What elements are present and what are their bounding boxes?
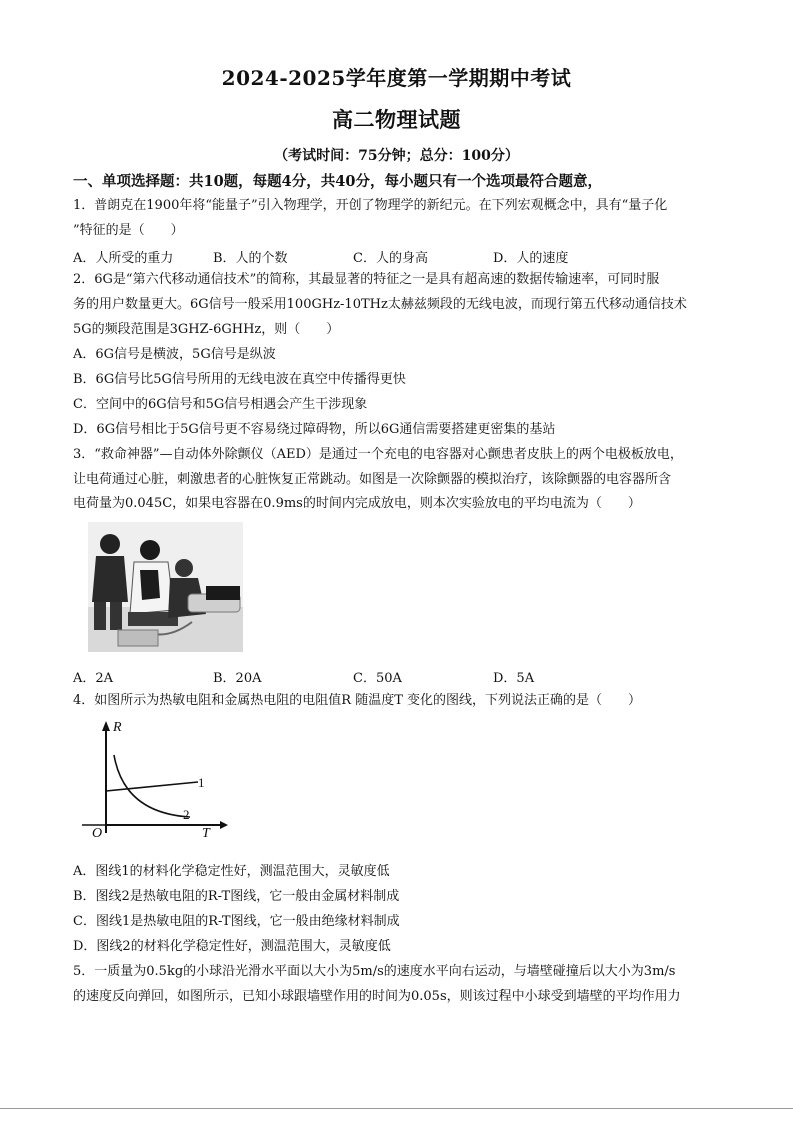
- q2-line: 务的用户数量更大。6G信号一般采用100GHz-10THz太赫兹频段的无线电波，而现行第五代移动通信技术: [73, 297, 687, 312]
- q2-option-a: A．6G信号是横波，5G信号是纵波: [73, 347, 276, 362]
- r-t-graph: [80, 715, 230, 840]
- q1-option-b: B．人的个数: [213, 251, 288, 266]
- q2-option-d: D．6G信号相比于5G信号更不容易绕过障碍物，所以6G通信需要搭建更密集的基站: [73, 422, 556, 437]
- x-axis-arrow: [220, 821, 228, 829]
- q3-line: 电荷量为0.045C，如果电容器在0.9ms的时间内完成放电，则本次实验放电的平均电流为（ ）: [73, 496, 641, 511]
- q1-option-d: D．人的速度: [493, 251, 569, 266]
- aed-training-photo: [88, 522, 243, 652]
- page-bottom-rule: [0, 1108, 793, 1109]
- x-axis-label: T: [202, 826, 210, 840]
- section-heading: 一、单项选择题：共10题，每题4分，共40分，每小题只有一个选项最符合题意，: [73, 173, 602, 190]
- q1-line: 1．普朗克在1900年将“能量子”引入物理学，开创了物理学的新纪元。在下列宏观概念中，具有“量子化: [73, 198, 668, 213]
- q2-option-b: B．6G信号比5G信号所用的无线电波在真空中传播得更快: [73, 372, 406, 387]
- q1-line: ”特征的是（ ）: [73, 223, 184, 238]
- q4-option-a: A．图线1的材料化学稳定性好，测温范围大，灵敏度低: [73, 864, 390, 879]
- y-axis-arrow: [102, 721, 110, 731]
- q2-option-c: C．空间中的6G信号和5G信号相遇会产生干涉现象: [73, 397, 368, 412]
- curve-1: [106, 782, 198, 791]
- exam-info: （考试时间：75分钟；总分：100分）: [274, 148, 519, 164]
- q4-option-d: D．图线2的材料化学稳定性好，测温范围大，灵敏度低: [73, 939, 391, 954]
- q3-option-c: C．50A: [353, 671, 402, 686]
- y-axis-label: R: [113, 720, 122, 735]
- q1-option-c: C．人的身高: [353, 251, 428, 266]
- q4-option-c: C．图线1是热敏电阻的R-T图线，它一般由绝缘材料制成: [73, 914, 400, 929]
- exam-title: 2024-2025学年度第一学期期中考试: [221, 66, 572, 90]
- exam-subject: 高二物理试题: [332, 107, 461, 132]
- q5-line: 的速度反向弹回，如图所示，已知小球跟墙壁作用的时间为0.05s，则该过程中小球受到墙壁的平均作用力: [73, 989, 681, 1004]
- q3-line: 让电荷通过心脏，刺激患者的心脏恢复正常跳动。如图是一次除颤器的模拟治疗，该除颤器的电容器所含: [73, 472, 672, 487]
- curve-2-label: 2: [183, 807, 190, 822]
- q4-line: 4．如图所示为热敏电阻和金属热电阻的电阻值R 随温度T 变化的图线，下列说法正确的是（ ）: [73, 693, 641, 708]
- q4-option-b: B．图线2是热敏电阻的R-T图线，它一般由金属材料制成: [73, 889, 400, 904]
- curve-1-label: 1: [198, 775, 205, 790]
- q2-line: 2．6G是“第六代移动通信技术”的简称，其最显著的特征之一是具有超高速的数据传输速率，可同时服: [73, 272, 660, 287]
- q3-option-a: A．2A: [73, 671, 114, 686]
- q2-line: 5G的频段范围是3GHZ-6GHHz，则（ ）: [73, 322, 340, 337]
- q5-line: 5．一质量为0.5kg的小球沿光滑水平面以大小为5m/s的速度水平向右运动，与墙壁碰撞后以大小为3m/s: [73, 964, 676, 979]
- q1-option-a: A．人所受的重力: [73, 251, 174, 266]
- q3-option-d: D．5A: [493, 671, 535, 686]
- aed-photo-illustration: [88, 522, 243, 652]
- q3-line: 3．“救命神器”—自动体外除颤仪（AED）是通过一个充电的电容器对心颤患者皮肤上的两个电极板放电，: [73, 447, 683, 462]
- q3-option-b: B．20A: [213, 671, 262, 686]
- origin-label: O: [92, 826, 103, 840]
